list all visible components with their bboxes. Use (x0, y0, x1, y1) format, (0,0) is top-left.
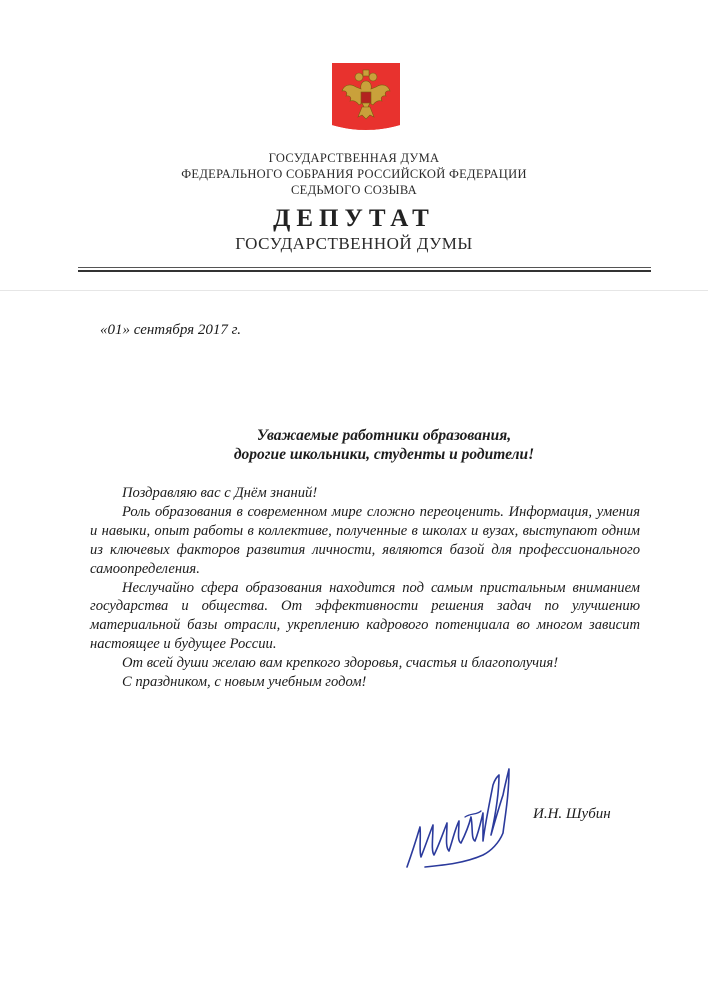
paragraph-3: Неслучайно сфера образования находится под самым пристальным вниманием государства и общества. От эффективности решения задач по улучшению материальной базы отрасли, укреплению кадрового потенциала во многом зависит настоящее и будущее России. (90, 579, 640, 653)
handwritten-signature (395, 755, 530, 880)
letterhead-title: ДЕПУТАТ (273, 205, 435, 232)
signatory-name: И.Н. Шубин (533, 806, 611, 822)
greeting-line-2: дорогие школьники, студенты и родители! (233, 446, 535, 463)
letterhead-subtitle: ГОСУДАРСТВЕННОЙ ДУМЫ (235, 234, 473, 253)
paper-fold-line (0, 290, 708, 291)
paragraph-5: С праздником, с новым учебным годом! (122, 674, 367, 691)
header-divider-thin (78, 267, 651, 268)
letter-body (90, 484, 640, 692)
letterhead-line-2: ФЕДЕРАЛЬНОГО СОБРАНИЯ РОССИЙСКОЙ ФЕДЕРАЦИИ (181, 167, 527, 181)
letterhead-line-3: СЕДЬМОГО СОЗЫВА (291, 183, 417, 197)
letterhead-line-1: ГОСУДАРСТВЕННАЯ ДУМА (268, 151, 440, 165)
paragraph-4: От всей души желаю вам крепкого здоровья, счастья и благополучия! (122, 655, 559, 672)
header-divider-thick (78, 270, 651, 272)
letter-date: «01» сентября 2017 г. (100, 322, 242, 338)
paragraph-1: Поздравляю вас с Днём знаний! (122, 485, 318, 501)
coat-of-arms-emblem (332, 63, 400, 135)
greeting-line-1: Уважаемые работники образования, (256, 427, 512, 444)
paragraph-2: Роль образования в современном мире сложно переоценить. Информация, умения и навыки, опыт работы в коллективе, полученные в школах и вузах, выступают одним из ключевых факторов развития личности, являются базой для профессионального самоопределения. (90, 503, 640, 577)
